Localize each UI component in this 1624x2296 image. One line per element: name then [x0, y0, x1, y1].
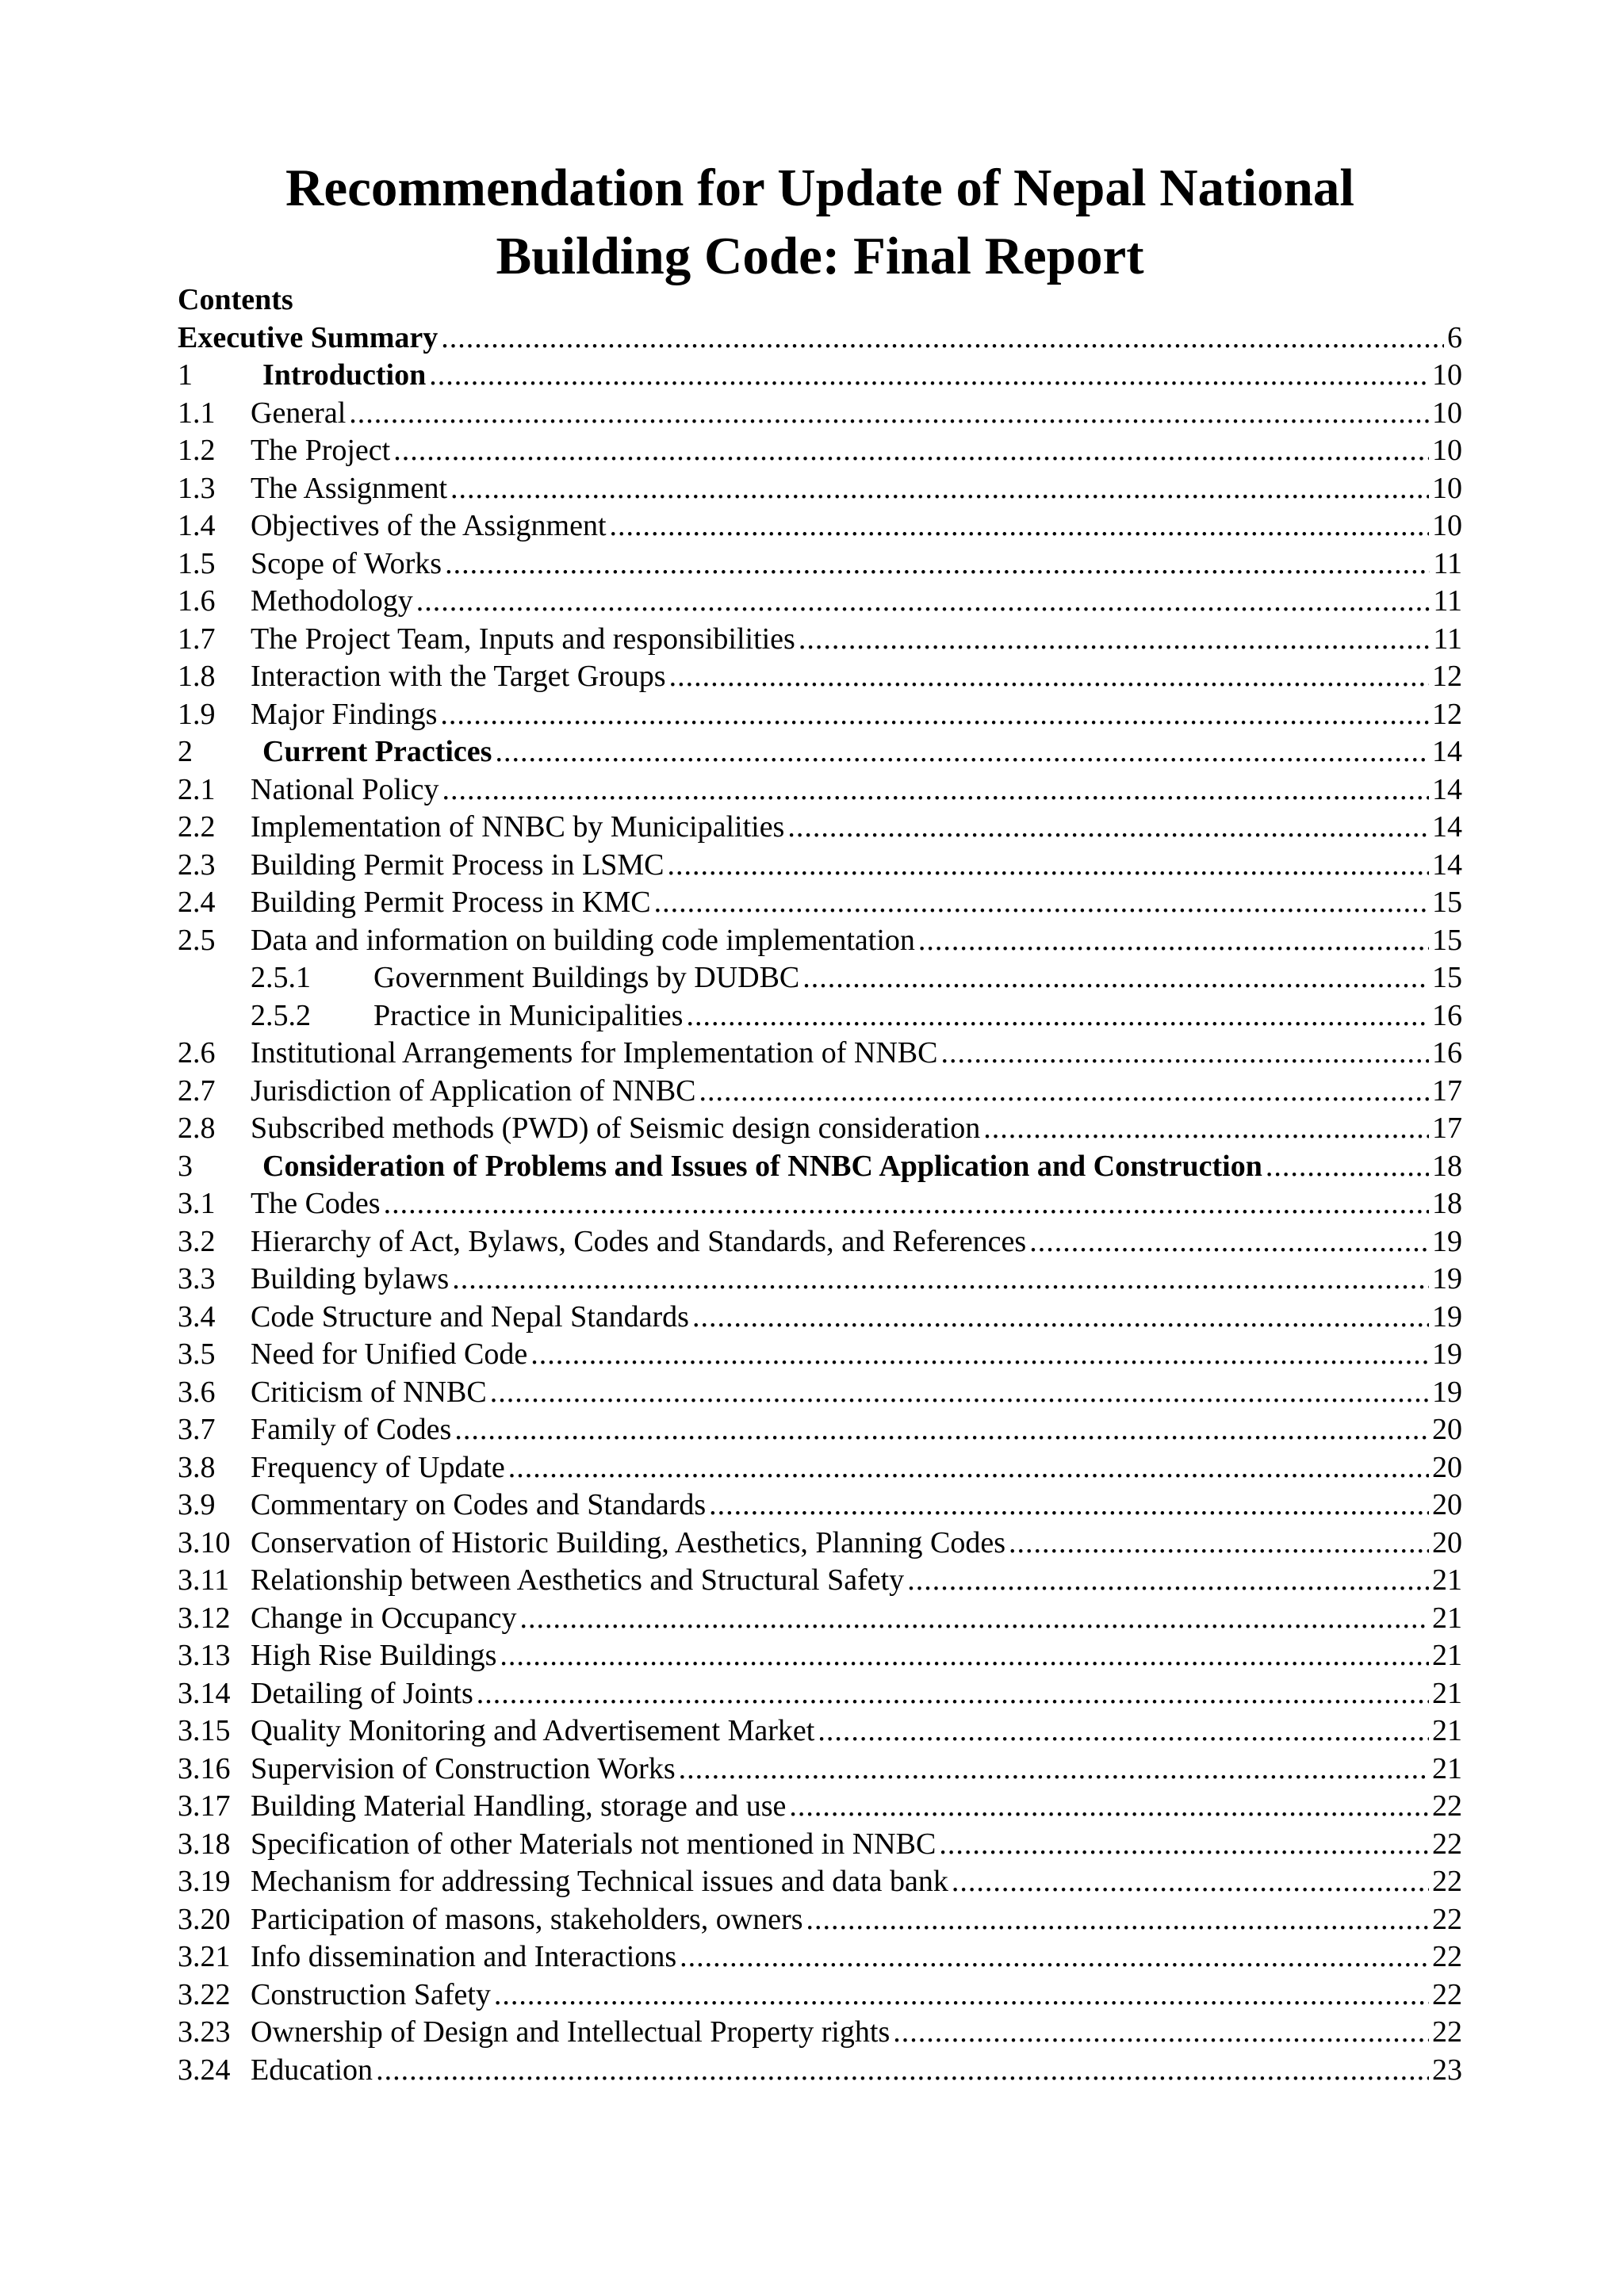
document-title-line-1: Recommendation for Update of Nepal National: [285, 159, 1354, 217]
toc-entry-label: Ownership of Design and Intellectual Property rights: [251, 2015, 891, 2049]
toc-dot-leader: [667, 847, 1429, 885]
toc-entry-page-number: 16: [1432, 1036, 1462, 1070]
toc-entry-label: Education: [251, 2053, 373, 2087]
toc-entry[interactable]: [178, 2014, 1462, 2052]
toc-entry-number: 3.22: [178, 1977, 231, 2011]
toc-dot-leader: [692, 1299, 1429, 1337]
toc-entry[interactable]: [178, 771, 1462, 809]
toc-entry-label: Subscribed methods (PWD) of Seismic design consideration: [251, 1112, 981, 1145]
toc-entry[interactable]: [178, 1336, 1462, 1374]
toc-dot-leader: [686, 997, 1429, 1035]
toc-entry-page-number: 21: [1432, 1639, 1462, 1672]
toc-entry-label: Jurisdiction of Application of NNBC: [251, 1073, 696, 1108]
toc-entry-page-number: 21: [1432, 1751, 1462, 1785]
toc-dot-leader: [442, 771, 1429, 809]
toc-entry-label: Scope of Works: [251, 546, 442, 580]
toc-dot-leader: [1266, 1148, 1429, 1186]
toc-entry-number: 3.20: [178, 1902, 231, 1936]
toc-entry-number: 3.23: [178, 2015, 231, 2049]
toc-entry-number: 3.6: [178, 1375, 216, 1409]
toc-entry[interactable]: [178, 432, 1462, 470]
toc-entry-page-number: 20: [1432, 1488, 1462, 1521]
toc-dot-leader: [1009, 1525, 1429, 1563]
toc-entry-number: 2.5.2: [251, 998, 311, 1032]
toc-dot-leader: [610, 507, 1429, 545]
toc-dot-leader: [940, 1035, 1429, 1073]
toc-entry-label: Executive Summary: [178, 320, 439, 354]
toc-entry[interactable]: [178, 1600, 1462, 1638]
toc-entry-label: The Codes: [251, 1187, 381, 1220]
toc-dot-leader: [654, 884, 1429, 922]
toc-dot-leader: [384, 1185, 1429, 1223]
toc-entry[interactable]: [178, 507, 1462, 545]
toc-entry-page-number: 18: [1432, 1187, 1462, 1220]
toc-entry-page-number: 10: [1432, 358, 1462, 392]
toc-entry[interactable]: [178, 1185, 1462, 1223]
toc-dot-leader: [477, 1675, 1429, 1713]
toc-entry-number: 3.19: [178, 1865, 231, 1898]
toc-entry-page-number: 22: [1432, 2015, 1462, 2049]
toc-entry-page-number: 11: [1433, 546, 1462, 580]
toc-dot-leader: [918, 922, 1429, 960]
toc-entry[interactable]: [178, 847, 1462, 885]
toc-dot-leader: [454, 1411, 1429, 1449]
toc-entry-label: Quality Monitoring and Advertisement Market: [251, 1714, 815, 1747]
toc-entry-page-number: 12: [1432, 697, 1462, 731]
toc-entry[interactable]: [178, 997, 1462, 1035]
toc-dot-leader: [680, 1938, 1429, 1976]
toc-entry-page-number: 10: [1432, 434, 1462, 467]
toc-entry-page-number: 10: [1432, 396, 1462, 430]
toc-entry-number: 1.9: [178, 697, 216, 731]
toc-entry-number: 1.6: [178, 584, 216, 618]
toc-entry-label: The Project: [251, 434, 391, 467]
toc-entry-label: Family of Codes: [251, 1413, 452, 1446]
toc-entry-number: 3.15: [178, 1714, 231, 1747]
toc-entry-page-number: 15: [1432, 886, 1462, 919]
toc-dot-leader: [490, 1374, 1429, 1412]
toc-entry-page-number: 12: [1432, 660, 1462, 693]
toc-dot-leader: [893, 2014, 1429, 2052]
toc-dot-leader: [983, 1110, 1429, 1148]
document-title-line-2: Building Code: Final Report: [496, 227, 1144, 285]
toc-entry[interactable]: [178, 545, 1462, 584]
toc-entry-number: 3.12: [178, 1601, 231, 1635]
toc-dot-leader: [802, 959, 1429, 997]
toc-entry[interactable]: [178, 583, 1462, 621]
toc-entry[interactable]: [178, 884, 1462, 922]
toc-entry[interactable]: [178, 1826, 1462, 1864]
toc-entry-number: 2.3: [178, 848, 216, 882]
toc-entry-number: 2.6: [178, 1036, 216, 1070]
toc-entry-number: 1.5: [178, 546, 216, 580]
toc-entry-page-number: 18: [1432, 1149, 1462, 1183]
toc-entry-page-number: 14: [1432, 848, 1462, 882]
toc-entry-label: Construction Safety: [251, 1977, 491, 2011]
toc-dot-leader: [679, 1751, 1429, 1789]
toc-entry-number: 2: [178, 735, 193, 768]
toc-entry-page-number: 11: [1433, 584, 1462, 618]
toc-entry[interactable]: [178, 1035, 1462, 1073]
toc-entry-number: 2.5: [178, 923, 216, 957]
toc-entry[interactable]: [178, 1562, 1462, 1600]
toc-dot-leader: [500, 1637, 1429, 1675]
toc-entry-page-number: 22: [1432, 1902, 1462, 1936]
toc-dot-leader: [349, 395, 1429, 433]
toc-entry-page-number: 22: [1432, 1977, 1462, 2011]
toc-entry-page-number: 6: [1447, 320, 1462, 354]
toc-entry-number: 3.7: [178, 1413, 216, 1446]
toc-entry-label: Consideration of Problems and Issues of NNBC Application and Construction: [262, 1149, 1262, 1183]
toc-entry[interactable]: [178, 733, 1462, 771]
toc-entry-label: Change in Occupancy: [251, 1601, 517, 1635]
toc-entry-number: 1.3: [178, 471, 216, 505]
toc-entry-page-number: 14: [1432, 772, 1462, 806]
toc-dot-leader: [508, 1449, 1429, 1487]
toc-entry-label: Current Practices: [262, 735, 492, 768]
toc-entry[interactable]: [178, 1976, 1462, 2015]
toc-entry[interactable]: [178, 395, 1462, 433]
toc-entry[interactable]: [178, 2052, 1462, 2090]
toc-dot-leader: [393, 432, 1429, 470]
toc-entry-number: 2.7: [178, 1073, 216, 1108]
toc-entry[interactable]: [178, 1863, 1462, 1901]
toc-entry-number: 3.4: [178, 1299, 216, 1334]
toc-entry[interactable]: [178, 1525, 1462, 1563]
toc-entry-page-number: 19: [1432, 1262, 1462, 1295]
toc-entry-label: Supervision of Construction Works: [251, 1751, 676, 1785]
toc-entry[interactable]: [178, 357, 1462, 395]
toc-entry-number: 1.8: [178, 660, 216, 693]
toc-entry-page-number: 21: [1432, 1601, 1462, 1635]
toc-entry-label: Participation of masons, stakeholders, owners: [251, 1902, 803, 1936]
toc-entry-number: 1.2: [178, 434, 216, 467]
toc-entry[interactable]: [178, 1788, 1462, 1826]
toc-entry-page-number: 22: [1432, 1827, 1462, 1861]
toc-entry-label: Commentary on Codes and Standards: [251, 1488, 707, 1521]
toc-entry-label: Need for Unified Code: [251, 1337, 528, 1371]
toc-dot-leader: [789, 1788, 1429, 1826]
toc-dot-leader: [452, 1261, 1429, 1299]
toc-entry-label: Hierarchy of Act, Bylaws, Codes and Standards, and References: [251, 1224, 1027, 1258]
toc-entry-page-number: 23: [1432, 2053, 1462, 2087]
toc-entry-label: Interaction with the Target Groups: [251, 660, 666, 693]
toc-entry-label: Objectives of the Assignment: [251, 509, 607, 542]
toc-entry-number: 1.1: [178, 396, 216, 430]
toc-dot-leader: [799, 621, 1431, 659]
toc-entry-number: 3.1: [178, 1187, 216, 1220]
toc-dot-leader: [450, 470, 1429, 508]
toc-entry[interactable]: [178, 922, 1462, 960]
toc-dot-leader: [787, 809, 1429, 847]
table-of-contents: [178, 281, 1462, 2089]
toc-entry-page-number: 21: [1432, 1563, 1462, 1597]
toc-dot-leader: [818, 1712, 1429, 1751]
toc-entry-page-number: 22: [1432, 1940, 1462, 1973]
toc-entry-page-number: 16: [1432, 998, 1462, 1032]
toc-entry-label: General: [251, 396, 347, 430]
toc-entry-label: Methodology: [251, 584, 413, 618]
toc-entry-page-number: 14: [1432, 735, 1462, 768]
toc-entry-page-number: 14: [1432, 810, 1462, 844]
toc-dot-leader: [709, 1487, 1429, 1525]
toc-entry-number: 3.14: [178, 1676, 231, 1710]
toc-entry-label: Data and information on building code implementation: [251, 923, 915, 957]
toc-entry[interactable]: [178, 1938, 1462, 1976]
toc-dot-leader: [376, 2052, 1429, 2090]
toc-entry-number: 1.7: [178, 622, 216, 656]
toc-dot-leader: [1029, 1223, 1429, 1261]
toc-entry-number: 2.5.1: [251, 961, 311, 994]
toc-entry-page-number: 19: [1432, 1224, 1462, 1258]
toc-entry-number: 2.1: [178, 772, 216, 806]
toc-entry-label: The Assignment: [251, 471, 448, 505]
toc-entry-number: 3.2: [178, 1224, 216, 1258]
toc-entry-label: Building Permit Process in KMC: [251, 886, 651, 919]
toc-entry-number: 3.13: [178, 1639, 231, 1672]
toc-entry-number: 2.8: [178, 1112, 216, 1145]
toc-entry-number: 3.16: [178, 1751, 231, 1785]
toc-entry-label: Building Permit Process in LSMC: [251, 848, 665, 882]
toc-heading: Contents: [178, 283, 293, 316]
toc-entry[interactable]: [178, 470, 1462, 508]
toc-entry[interactable]: [178, 1712, 1462, 1751]
toc-entry-label: The Project Team, Inputs and responsibilities: [251, 622, 795, 656]
toc-entry[interactable]: [178, 658, 1462, 696]
toc-entry-label: Info dissemination and Interactions: [251, 1940, 677, 1973]
toc-entry-page-number: 17: [1432, 1112, 1462, 1145]
toc-dot-leader: [952, 1863, 1429, 1901]
toc-entry-page-number: 20: [1432, 1450, 1462, 1484]
toc-entry-page-number: 20: [1432, 1413, 1462, 1446]
document-title: [178, 154, 1462, 290]
toc-dot-leader: [699, 1073, 1429, 1111]
toc-entry-page-number: 11: [1433, 622, 1462, 656]
toc-entry[interactable]: [178, 1148, 1462, 1186]
toc-entry-label: High Rise Buildings: [251, 1639, 497, 1672]
toc-entry-label: Frequency of Update: [251, 1450, 505, 1484]
toc-dot-leader: [416, 583, 1431, 621]
toc-entry[interactable]: [178, 1073, 1462, 1111]
toc-entry[interactable]: [178, 1901, 1462, 1939]
toc-entry[interactable]: [178, 1411, 1462, 1449]
toc-entry-label: Implementation of NNBC by Municipalities: [251, 810, 785, 844]
toc-dot-leader: [441, 320, 1444, 358]
toc-entry-number: 3.11: [178, 1563, 230, 1597]
toc-entry-label: Detailing of Joints: [251, 1676, 473, 1710]
toc-dot-leader: [440, 696, 1429, 734]
toc-entry-label: Practice in Municipalities: [373, 998, 684, 1032]
toc-entry[interactable]: [178, 959, 1462, 997]
toc-entry[interactable]: [178, 1751, 1462, 1789]
toc-dot-leader: [907, 1562, 1429, 1600]
toc-entry-label: Mechanism for addressing Technical issues and data bank: [251, 1865, 948, 1898]
toc-entry-number: 3.24: [178, 2053, 231, 2087]
toc-entry-number: 3.18: [178, 1827, 231, 1861]
toc-entry[interactable]: [178, 809, 1462, 847]
toc-entry-number: 3.21: [178, 1940, 231, 1973]
toc-entry-label: Introduction: [262, 358, 427, 392]
toc-entry-number: 3.9: [178, 1488, 216, 1521]
toc-entry-label: Institutional Arrangements for Implementation of NNBC: [251, 1036, 938, 1070]
toc-entry-number: 2.4: [178, 886, 216, 919]
toc-entry[interactable]: [178, 1374, 1462, 1412]
toc-entry-number: 3.8: [178, 1450, 216, 1484]
toc-entry-label: Conservation of Historic Building, Aesthetics, Planning Codes: [251, 1525, 1006, 1559]
toc-entry-page-number: 19: [1432, 1299, 1462, 1334]
toc-entry[interactable]: [178, 1637, 1462, 1675]
toc-dot-leader: [429, 357, 1429, 395]
toc-entry[interactable]: [178, 1449, 1462, 1487]
toc-entry-page-number: 20: [1432, 1525, 1462, 1559]
toc-dot-leader: [445, 545, 1430, 584]
toc-entry-number: 3.17: [178, 1789, 231, 1823]
toc-dot-leader: [530, 1336, 1429, 1374]
toc-entry-label: Government Buildings by DUDBC: [373, 961, 800, 994]
toc-entry-page-number: 19: [1432, 1337, 1462, 1371]
toc-entry[interactable]: [178, 1261, 1462, 1299]
toc-entry-number: 3.5: [178, 1337, 216, 1371]
toc-entry-page-number: 21: [1432, 1676, 1462, 1710]
toc-entry-page-number: 22: [1432, 1865, 1462, 1898]
toc-entry-page-number: 10: [1432, 509, 1462, 542]
toc-entry-number: 1: [178, 358, 193, 392]
toc-entry-label: Major Findings: [251, 697, 438, 731]
toc-entry-label: Code Structure and Nepal Standards: [251, 1299, 689, 1334]
toc-entry-label: Specification of other Materials not mentioned in NNBC: [251, 1827, 936, 1861]
toc-dot-leader: [806, 1901, 1429, 1939]
toc-entry-label: Building bylaws: [251, 1262, 450, 1295]
toc-entry-number: 1.4: [178, 509, 216, 542]
toc-entry-label: National Policy: [251, 772, 439, 806]
toc-entry[interactable]: [178, 1223, 1462, 1261]
toc-dot-leader: [669, 658, 1429, 696]
toc-entry-page-number: 21: [1432, 1714, 1462, 1747]
toc-entry-label: Criticism of NNBC: [251, 1375, 487, 1409]
toc-entry[interactable]: [178, 1110, 1462, 1148]
toc-entry-number: 3.10: [178, 1525, 231, 1559]
toc-entry-page-number: 10: [1432, 471, 1462, 505]
toc-dot-leader: [520, 1600, 1429, 1638]
toc-entry-page-number: 17: [1432, 1073, 1462, 1108]
toc-dot-leader: [494, 1976, 1429, 2015]
toc-entry[interactable]: [178, 696, 1462, 734]
toc-dot-leader: [495, 733, 1429, 771]
toc-entry-page-number: 15: [1432, 923, 1462, 957]
toc-entry-page-number: 19: [1432, 1375, 1462, 1409]
toc-entry-number: 3.3: [178, 1262, 216, 1295]
toc-entry[interactable]: [178, 1675, 1462, 1713]
toc-entry[interactable]: [178, 1299, 1462, 1337]
toc-entry[interactable]: [178, 320, 1462, 358]
toc-dot-leader: [939, 1826, 1429, 1864]
toc-entry-number: 3: [178, 1149, 193, 1183]
toc-entry[interactable]: [178, 621, 1462, 659]
toc-entry[interactable]: [178, 1487, 1462, 1525]
toc-entry-label: Building Material Handling, storage and use: [251, 1789, 787, 1823]
toc-entry-page-number: 22: [1432, 1789, 1462, 1823]
toc-entry-number: 2.2: [178, 810, 216, 844]
toc-entry-page-number: 15: [1432, 961, 1462, 994]
toc-entry-label: Relationship between Aesthetics and Structural Safety: [251, 1563, 905, 1597]
